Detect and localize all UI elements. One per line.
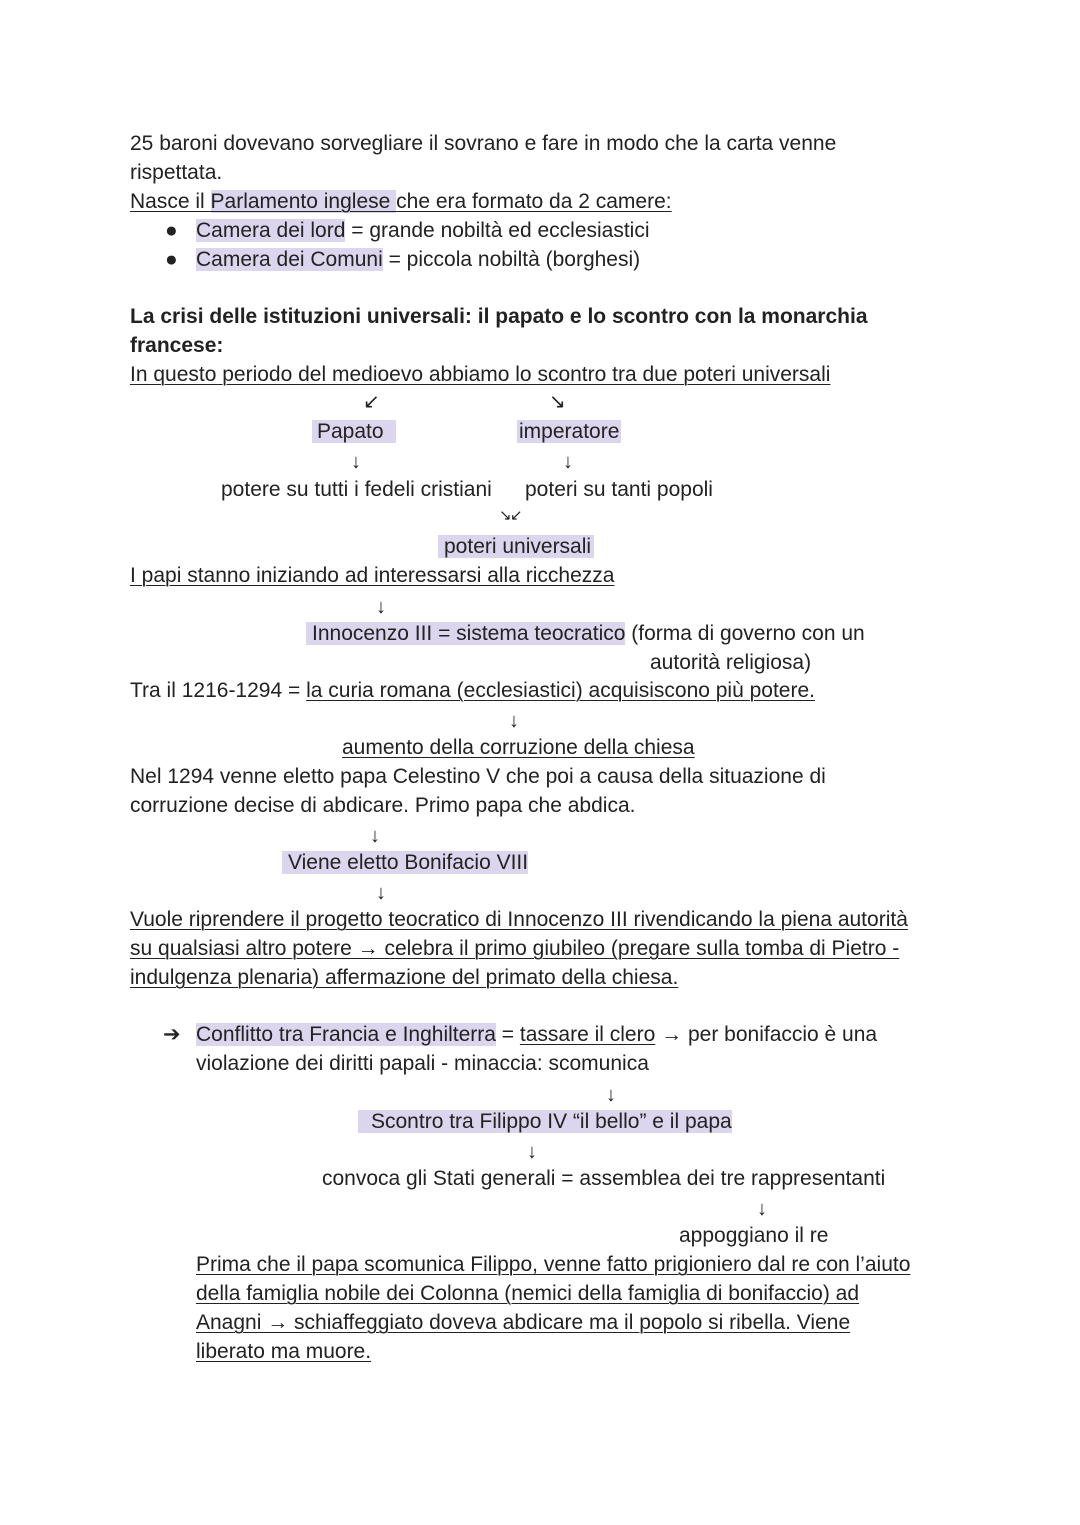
section-heading-line-1: La crisi delle istituzioni universali: il papato e lo scontro con la monarchia [130, 305, 868, 328]
prima-line-1: Prima che il papa scomunica Filippo, venne fatto prigioniero dal re con l’aiuto [196, 1253, 911, 1276]
scontro-box: Scontro tra Filippo IV “il bello” e il papa [358, 1107, 732, 1136]
intro-line-1: 25 baroni dovevano sorvegliare il sovrano e fare in modo che la carta venne [130, 132, 837, 155]
innocenzo-line: Innocenzo III = sistema teocratico (forma di governo con un [306, 619, 865, 648]
arrow-down-icon: ↓ [527, 1141, 537, 1163]
arrow-down-right-icon: ↘ [549, 391, 566, 413]
arrow-down-icon: ↓ [563, 451, 573, 473]
vuole-line-2: su qualsiasi altro potere → celebra il primo giubileo (pregare sulla tomba di Pietro - [130, 937, 900, 960]
arrow-down-icon: ↓ [376, 596, 386, 618]
arrow-bullet-icon: ➔ [163, 1023, 181, 1046]
section-intro-line: In questo periodo del medioevo abbiamo lo scontro tra due poteri universali [130, 363, 831, 386]
papato-description: potere su tutti i fedeli cristiani [221, 478, 492, 501]
convoca-line: convoca gli Stati generali = assemblea dei tre rappresentanti [322, 1167, 886, 1190]
papi-line: I papi stanno iniziando ad interessarsi alla ricchezza [130, 564, 615, 587]
section-heading-line-2: francese: [130, 334, 224, 357]
arrow-down-icon: ↓ [757, 1198, 767, 1220]
celestino-line-1: Nel 1294 venne eletto papa Celestino V che poi a causa della situazione di [130, 765, 826, 788]
arrow-down-icon: ↓ [509, 710, 519, 732]
bullet-item: ● Camera dei lord = grande nobiltà ed ecclesiastici [165, 216, 650, 245]
conflict-line-2: violazione dei diritti papali - minaccia: scomunica [196, 1052, 649, 1075]
prima-line-4: liberato ma muore. [196, 1340, 372, 1363]
bullet-item: ● Camera dei Comuni = piccola nobiltà (borghesi) [165, 245, 640, 274]
bullet-dot-icon: ● [165, 248, 178, 271]
conflict-line-1: ➔ Conflitto tra Francia e Inghilterra = tassare il clero → per bonifaccio è una [163, 1020, 877, 1049]
arrow-down-left-icon: ↙ [510, 507, 523, 524]
arrow-down-icon: ↓ [370, 825, 380, 847]
parlamento-highlight: Parlamento inglese [210, 190, 397, 213]
poteri-universali-box: poteri universali [438, 532, 594, 561]
bullet-dot-icon: ● [165, 219, 178, 242]
imperatore-box: imperatore [519, 420, 620, 443]
papato-box: Papato [312, 417, 396, 446]
celestino-line-2: corruzione decise di abdicare. Primo papa che abdica. [130, 794, 636, 817]
bonifacio-box: Viene eletto Bonifacio VIII [282, 848, 528, 877]
appoggiano-line: appoggiano il re [679, 1224, 829, 1247]
arrow-down-left-icon: ↙ [363, 391, 380, 413]
prima-line-3: Anagni → schiaffeggiato doveva abdicare ma il popolo si ribella. Viene [196, 1311, 851, 1334]
imperatore-description: poteri su tanti popoli [525, 478, 713, 501]
parlamento-line: Nasce il Parlamento inglese che era formato da 2 camere: [130, 190, 672, 213]
arrow-down-icon: ↓ [351, 451, 361, 473]
arrow-down-icon: ↓ [376, 882, 386, 904]
innocenzo-definition-line-2: autorità religiosa) [650, 651, 812, 674]
arrow-down-right-icon: ↘ [499, 507, 512, 524]
arrow-down-icon: ↓ [606, 1084, 616, 1106]
vuole-line-1: Vuole riprendere il progetto teocratico di Innocenzo III rivendicando la piena autorità [130, 908, 908, 931]
vuole-line-3: indulgenza plenaria) affermazione del primato della chiesa. [130, 966, 679, 989]
prima-line-2: della famiglia nobile dei Colonna (nemici della famiglia di bonifaccio) ad [196, 1282, 860, 1305]
curia-line: Tra il 1216-1294 = la curia romana (ecclesiastici) acquisiscono più potere. [130, 679, 815, 702]
intro-line-2: rispettata. [130, 161, 223, 184]
corruzione-line: aumento della corruzione della chiesa [342, 736, 695, 759]
